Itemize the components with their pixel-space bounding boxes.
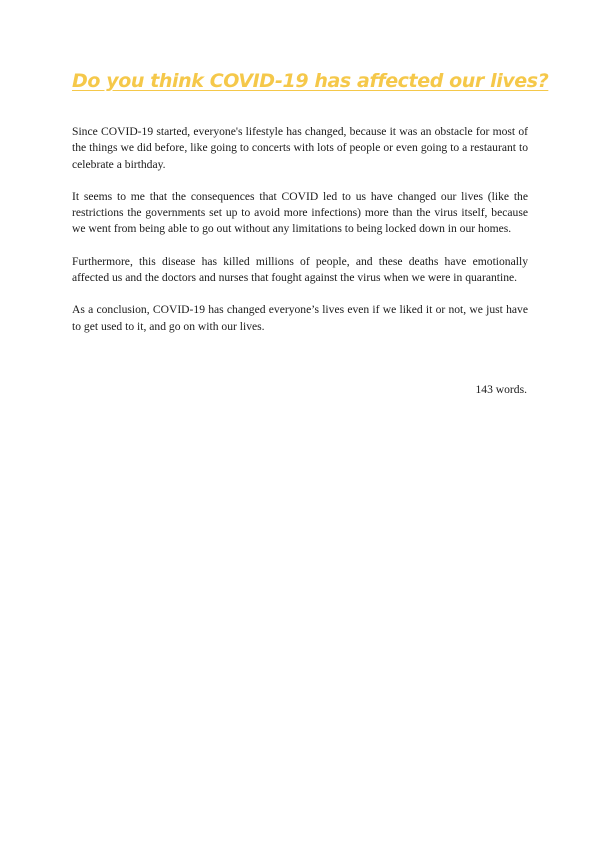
word-count: 143 words. (475, 383, 527, 396)
paragraph-consequences: It seems to me that the consequences that COVID led to us have changed our lives (like the restrictions the governments set up to avoid more infections) more than the virus itself, because we went from being able to go out without any limitations to being locked down in our homes. (72, 189, 528, 236)
document-title: Do you think COVID-19 has affected our lives? (72, 70, 549, 92)
paragraph-conclusion: As a conclusion, COVID-19 has changed everyone’s lives even if we liked it or not, we just have to get used to it, and go on with our lives. (72, 303, 528, 333)
document-body (72, 124, 528, 351)
paragraph-deaths: Furthermore, this disease has killed millions of people, and these deaths have emotionally affected us and the doctors and nurses that fought against the virus when we were in quarantine. (72, 254, 528, 285)
paragraph-intro: Since COVID-19 started, everyone's lifestyle has changed, because it was an obstacle for most of the things we did before, like going to concerts with lots of people or even going to a restaurant to celebrate a birthday. (72, 125, 528, 171)
